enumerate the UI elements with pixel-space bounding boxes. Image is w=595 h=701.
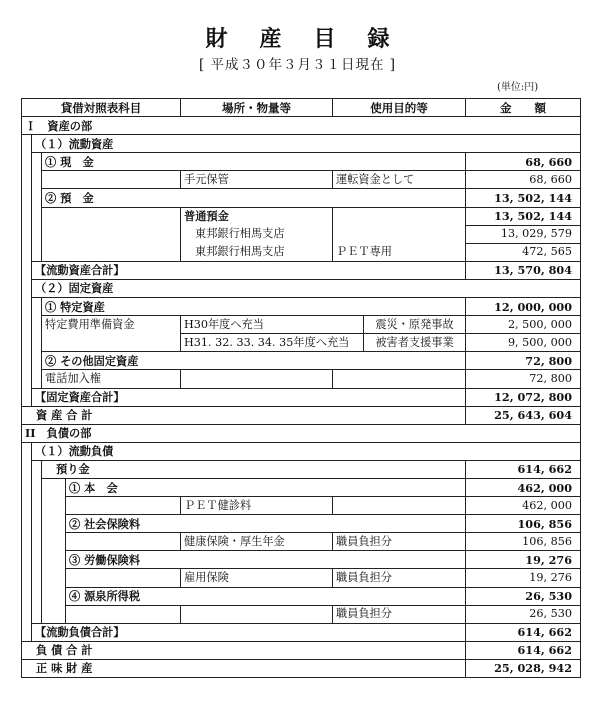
table-row bbox=[22, 406, 581, 424]
assets-total-amount: 25, 643, 604 bbox=[466, 406, 581, 424]
social-insurance-place: 健康保険・厚生年金 bbox=[181, 533, 333, 551]
deposit-amount: 13, 502, 144 bbox=[466, 189, 581, 207]
labor-insurance-amount: 19, 276 bbox=[466, 551, 581, 569]
table-row bbox=[22, 659, 581, 677]
social-insurance-purpose: 職員負担分 bbox=[333, 533, 466, 551]
deposit-label: ② 預 金 bbox=[42, 189, 466, 207]
head-office-amount: 462, 000 bbox=[466, 478, 581, 496]
cash-amount: 68, 660 bbox=[466, 153, 581, 171]
employment-insurance-purpose: 職員負担分 bbox=[333, 569, 466, 587]
specified-assets-label: ① 特定資産 bbox=[42, 298, 466, 316]
table-row bbox=[22, 225, 581, 243]
current-liabilities-heading: （１）流動負債 bbox=[32, 442, 581, 460]
social-insurance-detail-amount: 106, 856 bbox=[466, 533, 581, 551]
document-date: [ 平成３０年３月３１日現在 ] bbox=[198, 57, 397, 73]
header-amount: 金 額 bbox=[466, 99, 581, 117]
table-row bbox=[22, 135, 581, 153]
table-row bbox=[22, 497, 581, 515]
reserve-fund-place-1: H30年度へ充当 bbox=[181, 316, 364, 334]
table-row bbox=[22, 587, 581, 605]
current-liabilities-total-label: 【流動負債合計】 bbox=[32, 623, 466, 641]
fixed-assets-total-label: 【固定資産合計】 bbox=[32, 388, 466, 406]
assets-total-label: 資 産 合 計 bbox=[22, 406, 466, 424]
bank-branch-2-amount: 472, 565 bbox=[466, 243, 581, 261]
table-row bbox=[22, 153, 581, 171]
reserve-fund-purpose-2: 被害者支援事業 bbox=[364, 334, 466, 352]
deposits-received-amount: 614, 662 bbox=[466, 460, 581, 478]
reserve-fund-amount-2: 9, 500, 000 bbox=[466, 334, 581, 352]
table-row bbox=[22, 207, 581, 225]
net-assets-label: 正 味 財 産 bbox=[22, 659, 466, 677]
employment-insurance-place: 雇用保険 bbox=[181, 569, 333, 587]
reserve-fund-purpose-1: 震災・原発事故 bbox=[364, 316, 466, 334]
table-row bbox=[22, 442, 581, 460]
table-row bbox=[22, 334, 581, 352]
header-place: 場所・物量等 bbox=[181, 99, 333, 117]
specified-assets-amount: 12, 000, 000 bbox=[466, 298, 581, 316]
table-row bbox=[22, 533, 581, 551]
table-row bbox=[22, 243, 581, 261]
document-title: 財産目録 bbox=[205, 26, 422, 52]
current-liabilities-total-amount: 614, 662 bbox=[466, 623, 581, 641]
table-row bbox=[22, 605, 581, 623]
reserve-fund-label: 特定費用準備資金 bbox=[42, 316, 181, 334]
liabilities-total-amount: 614, 662 bbox=[466, 641, 581, 659]
pet-fee-place: ＰＥＴ健診料 bbox=[181, 497, 333, 515]
reserve-fund-amount-1: 2, 500, 000 bbox=[466, 316, 581, 334]
bank-branch-2: 東邦銀行相馬支店 bbox=[181, 243, 333, 261]
section-liabilities: II 負債の部 bbox=[22, 424, 581, 442]
cash-place: 手元保管 bbox=[181, 171, 333, 189]
cash-purpose: 運転資金として bbox=[333, 171, 466, 189]
cash-detail-amount: 68, 660 bbox=[466, 171, 581, 189]
fixed-assets-heading: （２）固定資産 bbox=[32, 279, 581, 297]
table-row bbox=[22, 316, 581, 334]
table-row bbox=[22, 352, 581, 370]
phone-rights-amount: 72, 800 bbox=[466, 370, 581, 388]
fixed-assets-total-amount: 12, 072, 800 bbox=[466, 388, 581, 406]
withholding-tax-detail-amount: 26, 530 bbox=[466, 605, 581, 623]
withholding-tax-label: ④ 源泉所得税 bbox=[66, 587, 466, 605]
bank-branch-1: 東邦銀行相馬支店 bbox=[181, 225, 333, 243]
bank-branch-1-amount: 13, 029, 579 bbox=[466, 225, 581, 243]
ordinary-deposit-label: 普通預金 bbox=[181, 207, 333, 225]
bank-branch-2-purpose: ＰＥＴ専用 bbox=[333, 243, 466, 261]
labor-insurance-label: ③ 労働保険料 bbox=[66, 551, 466, 569]
reserve-fund-place-2: H31. 32. 33. 34. 35年度へ充当 bbox=[181, 334, 364, 352]
section-assets: Ｉ 資産の部 bbox=[22, 117, 581, 135]
other-fixed-assets-amount: 72, 800 bbox=[466, 352, 581, 370]
table-row bbox=[22, 298, 581, 316]
employment-insurance-amount: 19, 276 bbox=[466, 569, 581, 587]
net-assets-amount: 25, 028, 942 bbox=[466, 659, 581, 677]
deposits-received-label: 預り金 bbox=[42, 460, 466, 478]
withholding-tax-amount: 26, 530 bbox=[466, 587, 581, 605]
current-assets-heading: （１）流動資産 bbox=[32, 135, 581, 153]
unit-label: (単位:円) bbox=[497, 82, 539, 93]
phone-rights-label: 電話加入権 bbox=[42, 370, 181, 388]
table-row bbox=[22, 171, 581, 189]
current-assets-total-label: 【流動資産合計】 bbox=[32, 261, 466, 279]
current-assets-total-amount: 13, 570, 804 bbox=[466, 261, 581, 279]
table-row bbox=[22, 623, 581, 641]
liabilities-total-label: 負 債 合 計 bbox=[22, 641, 466, 659]
cash-label: ① 現 金 bbox=[42, 153, 466, 171]
withholding-tax-purpose: 職員負担分 bbox=[333, 605, 466, 623]
ordinary-deposit-amount: 13, 502, 144 bbox=[466, 207, 581, 225]
other-fixed-assets-label: ② その他固定資産 bbox=[42, 352, 466, 370]
social-insurance-label: ② 社会保険料 bbox=[66, 515, 466, 533]
pet-fee-amount: 462, 000 bbox=[466, 497, 581, 515]
header-account: 貸借対照表科目 bbox=[22, 99, 181, 117]
head-office-label: ① 本 会 bbox=[66, 478, 466, 496]
table-row bbox=[22, 117, 581, 135]
table-row bbox=[22, 279, 581, 297]
table-row bbox=[22, 569, 581, 587]
table-row bbox=[22, 261, 581, 279]
table-row bbox=[22, 388, 581, 406]
social-insurance-amount: 106, 856 bbox=[466, 515, 581, 533]
table-row bbox=[22, 460, 581, 478]
table-row bbox=[22, 551, 581, 569]
table-row bbox=[22, 515, 581, 533]
table-row bbox=[22, 370, 581, 388]
header-purpose: 使用目的等 bbox=[333, 99, 466, 117]
table-row bbox=[22, 189, 581, 207]
table-header bbox=[22, 99, 581, 117]
table-row bbox=[22, 478, 581, 496]
table-row bbox=[22, 424, 581, 442]
table-row bbox=[22, 641, 581, 659]
property-inventory-table bbox=[21, 98, 581, 678]
